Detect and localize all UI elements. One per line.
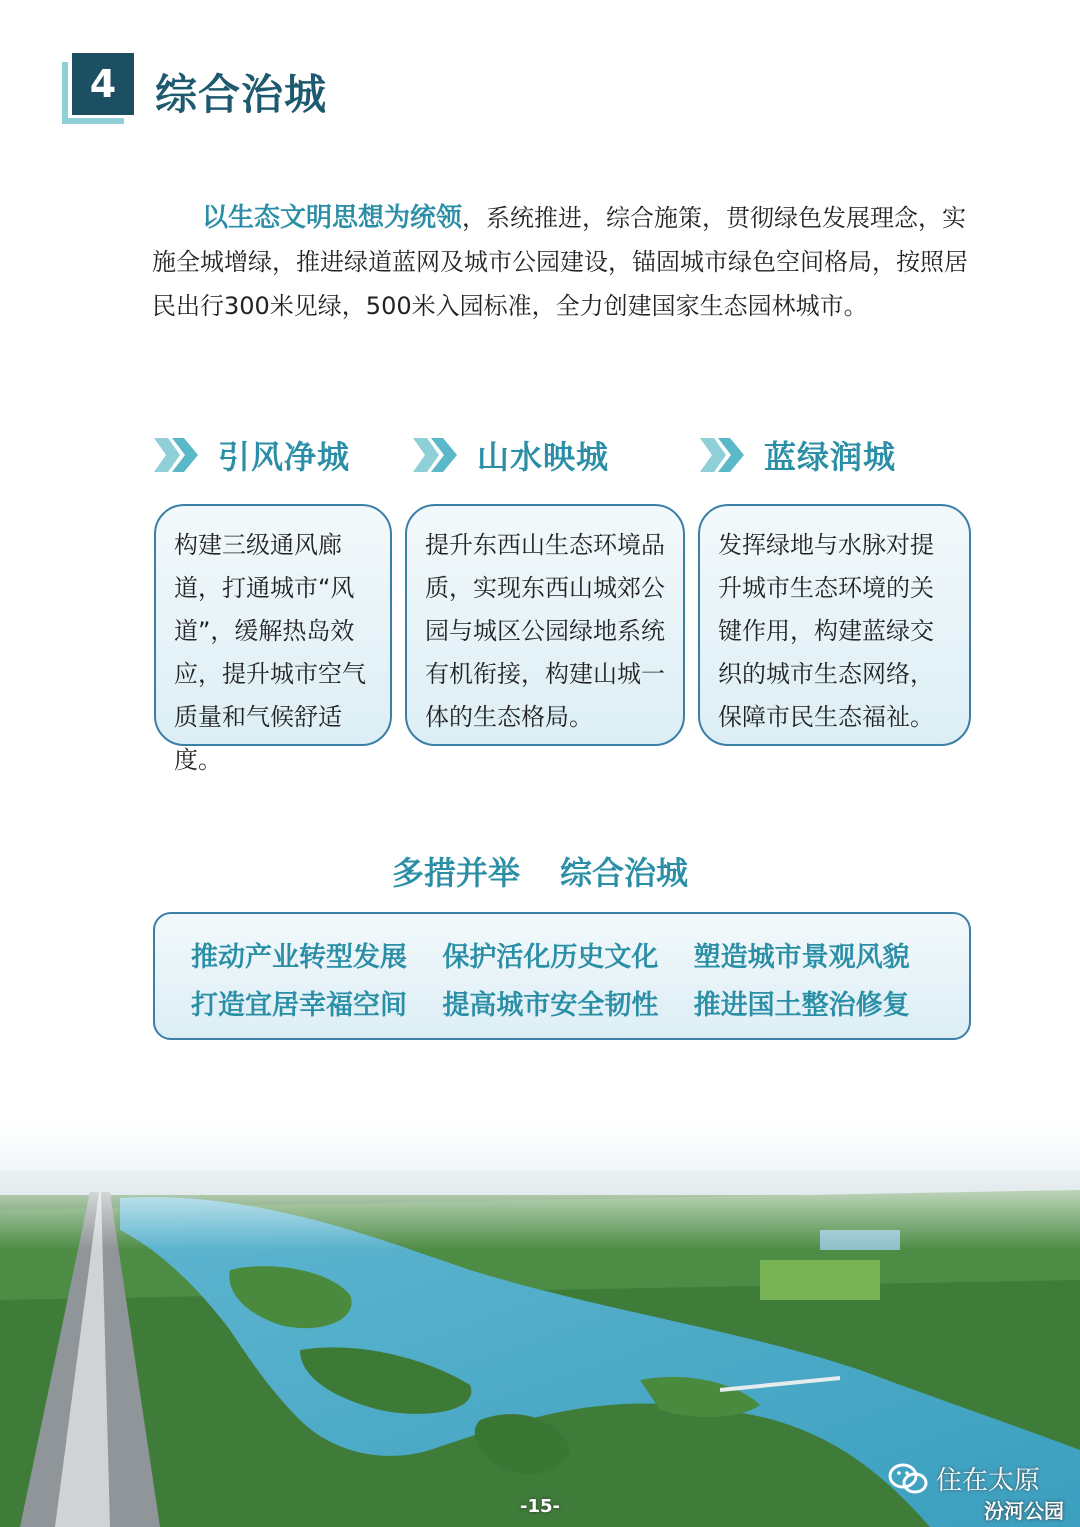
section-number: 4 xyxy=(72,53,134,115)
measure-item: 保护活化历史文化 xyxy=(442,942,659,973)
measure-item: 塑造城市景观风貌 xyxy=(693,942,910,973)
measures-heading-left: 多措并举 xyxy=(391,854,520,892)
page-number: -15- xyxy=(520,1496,560,1517)
measure-item: 打造宜居幸福空间 xyxy=(191,990,407,1021)
feature-box-3: 发挥绿地与水脉对提升城市生态环境的关键作用，构建蓝绿交织的城市生态网络，保障市民生态福祉。 xyxy=(698,504,971,746)
feature-title: 蓝绿润城 xyxy=(764,438,897,476)
feature-title: 引风净城 xyxy=(218,438,351,476)
measure-item: 提高城市安全韧性 xyxy=(442,990,659,1021)
brand-label: 汾河公园 xyxy=(984,1499,1064,1523)
double-chevron-icon xyxy=(700,438,744,472)
feature-heading-2 xyxy=(413,432,609,478)
feature-box-2: 提升东西山生态环境品质，实现东西山城郊公园与城区公园绿地系统有机衔接，构建山城一体的生态格局。 xyxy=(405,504,685,746)
intro-text: ，系统推进，综合施策，贯彻绿色发展理念，实施全城增绿，推进绿道蓝网及城市公园建设，锚固城市绿色空间格局，按照居民出行300米见绿，500米入园标准，全力创建国家生态园林城市。 xyxy=(152,204,968,320)
watermark xyxy=(888,1460,1040,1497)
double-chevron-icon xyxy=(413,438,457,472)
wechat-icon xyxy=(888,1462,928,1496)
measures-box xyxy=(153,912,971,1040)
watermark-text: 住在太原 xyxy=(936,1466,1041,1496)
intro-paragraph xyxy=(152,196,972,328)
measure-item: 推动产业转型发展 xyxy=(191,942,407,973)
feature-heading-3 xyxy=(700,432,896,478)
measure-item: 推进国土整治修复 xyxy=(693,990,910,1021)
feature-heading-1 xyxy=(154,432,350,478)
section-title: 综合治城 xyxy=(155,70,328,119)
measures-heading xyxy=(0,848,1080,894)
measures-heading-right: 综合治城 xyxy=(560,854,689,892)
feature-title: 山水映城 xyxy=(477,438,610,476)
feature-box-1: 构建三级通风廊道，打通城市“风道”，缓解热岛效应，提升城市空气质量和气候舒适度。 xyxy=(154,504,392,746)
double-chevron-icon xyxy=(154,438,198,472)
intro-highlight: 以生态文明思想为统领 xyxy=(202,203,463,233)
